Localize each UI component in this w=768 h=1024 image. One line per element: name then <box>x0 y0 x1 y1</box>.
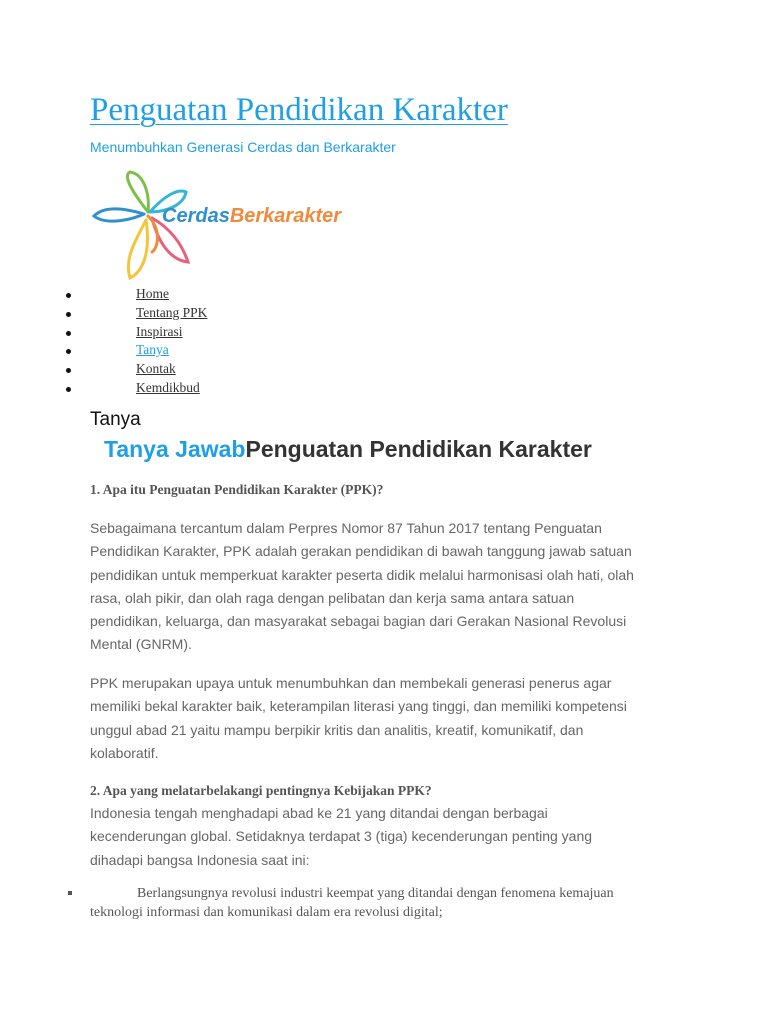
text-line: unggul abad 21 yaitu mampu berpikir kritis dan analitis, kreatif, komunikatif, dan <box>90 721 584 738</box>
bullet-icon <box>66 312 71 317</box>
question-2: 2. Apa yang melatarbelakangi pentingnya Kebijakan PPK? <box>90 783 432 798</box>
text-line: kecenderungan global. Setidaknya terdapat 3 (tiga) kecenderungan penting yang <box>90 828 593 845</box>
site-tagline: Menumbuhkan Generasi Cerdas dan Berkarakter <box>90 139 396 155</box>
flower-logo-icon <box>86 166 386 286</box>
logo-text-cerdas: Cerdas <box>162 205 230 227</box>
text-line: kolaboratif. <box>90 744 159 761</box>
text-line: PPK merupakan upaya untuk menumbuhkan dan membekali generasi penerus agar <box>90 675 612 691</box>
bullet-icon <box>66 387 71 392</box>
text-line: Indonesia tengah menghadapi abad ke 21 yang ditandai dengan berbagai <box>90 805 548 821</box>
answer-2-bullet-1 <box>90 884 690 922</box>
section-heading-rest: Penguatan Pendidikan Karakter <box>245 436 592 462</box>
section-heading-accent: Tanya Jawab <box>104 436 246 462</box>
bullet-icon <box>66 293 71 298</box>
text-line: pendidikan, keluarga, dan masyarakat sebagai bagian dari Gerakan Nasional Revolusi <box>90 613 627 630</box>
text-line: pendidikan untuk memperkuat karakter peserta didik melalui harmonisasi olah hati, olah <box>90 566 634 583</box>
nav-link-home[interactable]: Home <box>136 286 169 301</box>
nav-link-tentang-ppk[interactable]: Tentang PPK <box>136 304 208 320</box>
bullet-icon <box>66 349 71 354</box>
text-line: dihadapi bangsa Indonesia saat ini: <box>90 851 310 868</box>
nav-link-kontak[interactable]: Kontak <box>136 361 176 377</box>
answer-2-paragraph-1 <box>90 802 690 872</box>
text-line: rasa, olah pikir, dan olah raga dengan pelibatan dan kerja sama antara satuan <box>90 589 575 606</box>
site-logo[interactable] <box>86 166 386 286</box>
page-title: Tanya <box>90 409 141 430</box>
bullet-icon <box>66 331 71 336</box>
bullet-icon <box>66 368 71 373</box>
question-1: 1. Apa itu Penguatan Pendidikan Karakter (PPK)? <box>90 482 384 497</box>
nav-link-inspirasi[interactable]: Inspirasi <box>136 323 183 339</box>
text-line: memiliki bekal karakter baik, keterampilan literasi yang tinggi, dan memiliki kompetensi <box>90 698 627 715</box>
logo-text-berkarakter: Berkarakter <box>229 205 342 227</box>
text-line: Berlangsungnya revolusi industri keempat yang ditandai dengan fenomena kemajuan <box>137 886 614 901</box>
answer-1-paragraph-1 <box>90 517 690 657</box>
site-title[interactable]: Penguatan Pendidikan Karakter <box>90 92 508 128</box>
square-bullet-icon <box>68 891 72 895</box>
text-line: Pendidikan Karakter, PPK adalah gerakan pendidikan di bawah tanggung jawab satuan <box>90 543 632 560</box>
text-line: teknologi informasi dan komunikasi dalam era revolusi digital; <box>90 905 443 920</box>
text-line: Sebagaimana tercantum dalam Perpres Nomor 87 Tahun 2017 tentang Penguatan <box>90 520 602 536</box>
section-heading <box>104 436 592 463</box>
answer-1-paragraph-2 <box>90 672 690 765</box>
svg-text:CerdasBerkarakter <box>162 205 342 227</box>
text-line: Mental (GNRM). <box>90 636 192 653</box>
nav-link-tanya[interactable]: Tanya <box>136 342 169 358</box>
nav-link-kemdikbud[interactable]: Kemdikbud <box>136 379 200 395</box>
